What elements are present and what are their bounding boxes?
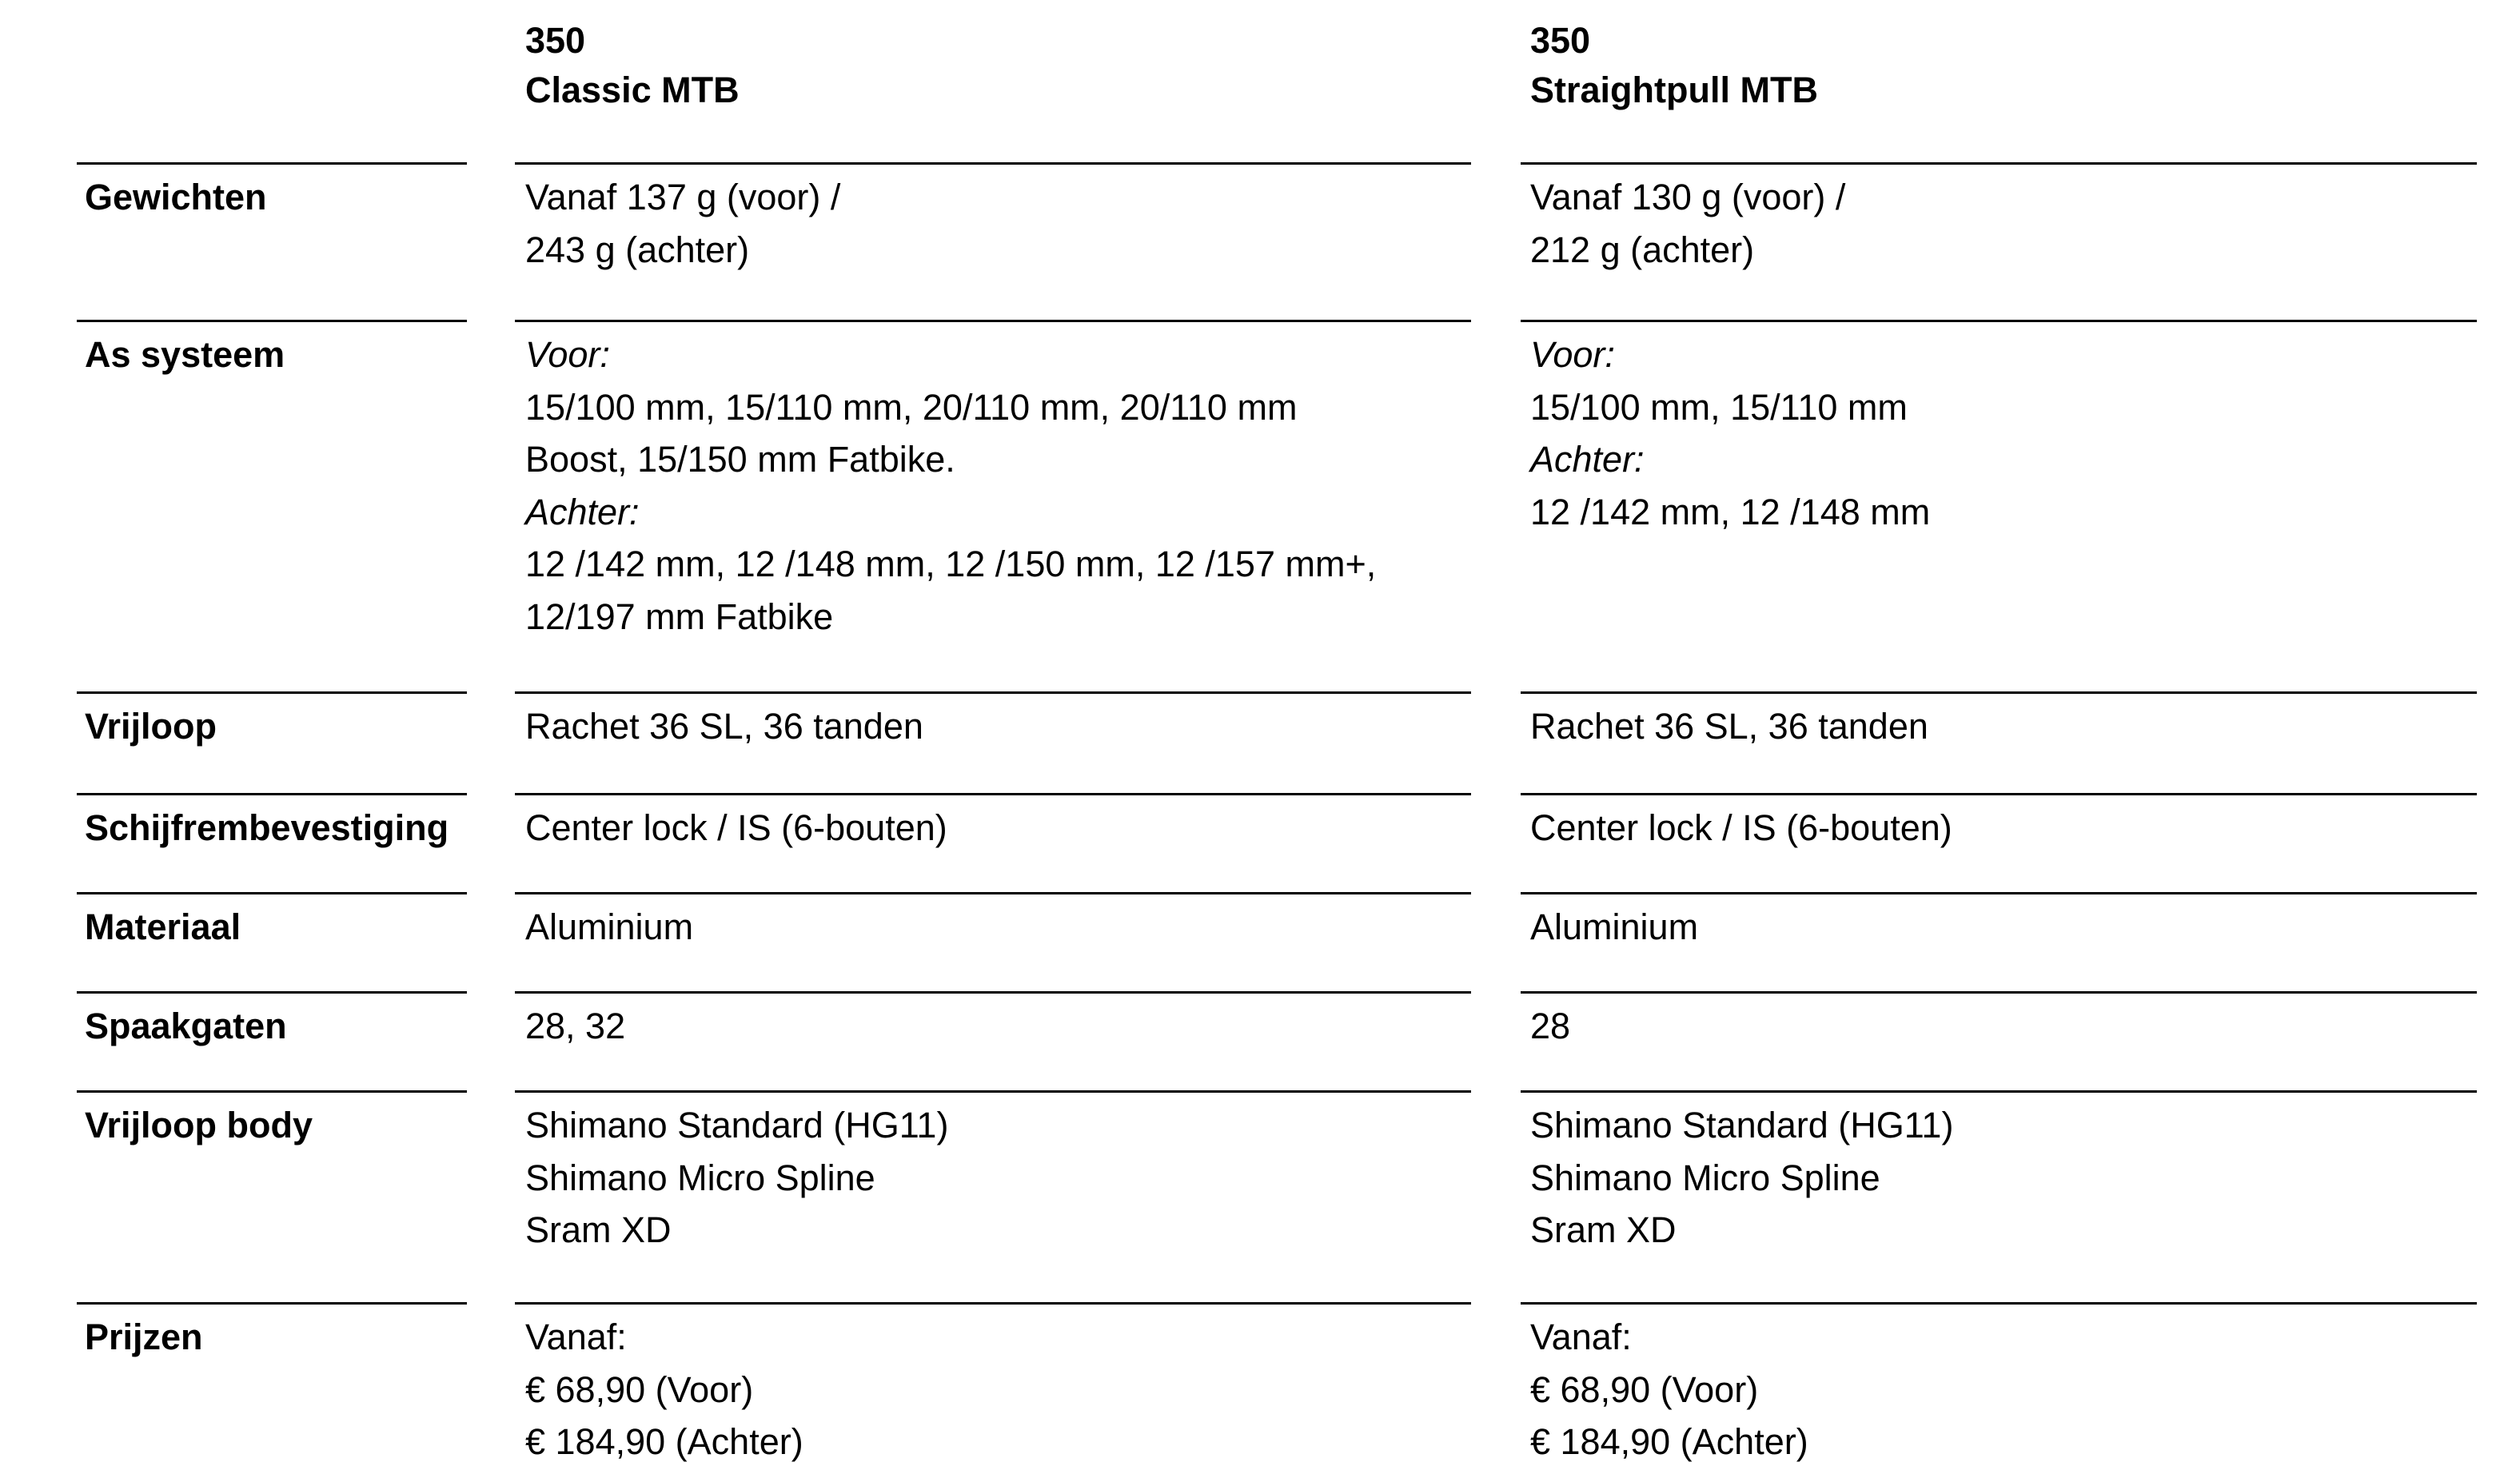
spec-value-line: Vanaf 137 g (voor) / <box>525 177 841 217</box>
spec-value-line: 243 g (achter) <box>525 229 750 270</box>
spec-value-cell <box>525 802 947 855</box>
spec-value-cell <box>1530 1311 1808 1468</box>
row-divider <box>515 1090 1471 1093</box>
row-divider <box>1521 991 2477 994</box>
spec-value-line: Vanaf: <box>1530 1317 1632 1357</box>
row-divider <box>1521 691 2477 694</box>
row-divider <box>1521 320 2477 322</box>
spec-value-line: Sram XD <box>1530 1209 1677 1250</box>
spec-value-line: Shimano Micro Spline <box>525 1157 875 1198</box>
spec-value-line: € 184,90 (Achter) <box>1530 1421 1808 1462</box>
row-divider <box>515 1302 1471 1305</box>
row-divider <box>515 162 1471 165</box>
row-divider <box>77 320 467 322</box>
spec-value-line: 28 <box>1530 1006 1571 1046</box>
spec-value-line: Vanaf: <box>525 1317 627 1357</box>
spec-value-cell <box>525 1311 803 1468</box>
spec-value-line: Boost, 15/150 mm Fatbike. <box>525 439 955 480</box>
spec-value-line: Vanaf 130 g (voor) / <box>1530 177 1846 217</box>
spec-value-cell <box>1530 1099 1953 1257</box>
spec-label: Vrijloop body <box>85 1105 313 1145</box>
row-divider <box>77 991 467 994</box>
row-divider <box>1521 1302 2477 1305</box>
spec-value-line: Shimano Standard (HG11) <box>1530 1105 1954 1145</box>
row-divider <box>1521 793 2477 795</box>
spec-label: Materiaal <box>85 906 241 947</box>
row-divider <box>515 691 1471 694</box>
row-divider <box>1521 892 2477 894</box>
spec-value-line: 15/100 mm, 15/110 mm, 20/110 mm, 20/110 mm <box>525 386 1298 428</box>
spec-value-line: Center lock / IS (6-bouten) <box>525 807 947 848</box>
spec-value-cell <box>1530 1000 1570 1053</box>
spec-value-cell <box>525 901 693 954</box>
spec-value-cell <box>525 1000 625 1053</box>
row-divider <box>77 892 467 894</box>
row-divider <box>77 691 467 694</box>
spec-value-line: Achter: <box>1530 439 1645 480</box>
column-header-variant: Straightpull MTB <box>1530 70 1818 110</box>
spec-value-line: 12 /142 mm, 12 /148 mm <box>1530 491 1931 532</box>
spec-label: Schijfrembevestiging <box>85 807 449 848</box>
row-divider <box>77 793 467 795</box>
spec-value-cell <box>1530 171 1845 276</box>
spec-value-line: Voor: <box>1530 334 1615 375</box>
spec-value-line: Shimano Standard (HG11) <box>525 1105 949 1145</box>
spec-value-line: Rachet 36 SL, 36 tanden <box>525 706 923 747</box>
row-divider <box>515 793 1471 795</box>
spec-value-cell <box>525 700 923 753</box>
row-divider <box>515 991 1471 994</box>
spec-value-cell <box>1530 700 1928 753</box>
row-divider <box>77 1302 467 1305</box>
row-divider <box>515 892 1471 894</box>
column-header-variant: Classic MTB <box>525 70 740 110</box>
spec-value-line: Shimano Micro Spline <box>1530 1157 1880 1198</box>
column-header-model: 350 <box>1530 20 1591 61</box>
spec-value-line: Aluminium <box>1530 906 1699 947</box>
spec-value-cell <box>1530 802 1952 855</box>
spec-value-line: € 68,90 (Voor) <box>1530 1368 1759 1410</box>
spec-value-line: 12 /142 mm, 12 /148 mm, 12 /150 mm, 12 /157 mm+, <box>525 544 1377 584</box>
spec-value-cell <box>1530 901 1698 954</box>
spec-value-line: 15/100 mm, 15/110 mm <box>1530 386 1908 428</box>
spec-label: Vrijloop <box>85 706 217 747</box>
row-divider <box>515 320 1471 322</box>
spec-value-line: Achter: <box>525 491 640 532</box>
spec-value-cell <box>525 1099 948 1257</box>
row-divider <box>1521 162 2477 165</box>
spec-value-line: 212 g (achter) <box>1530 229 1755 270</box>
spec-value-line: € 68,90 (Voor) <box>525 1368 754 1410</box>
spec-value-line: Center lock / IS (6-bouten) <box>1530 807 1952 848</box>
spec-value-line: Rachet 36 SL, 36 tanden <box>1530 706 1928 747</box>
spec-value-cell <box>525 171 840 276</box>
row-divider <box>77 162 467 165</box>
spec-value-cell <box>1530 329 1930 538</box>
row-divider <box>77 1090 467 1093</box>
row-divider <box>1521 1090 2477 1093</box>
spec-value-line: € 184,90 (Achter) <box>525 1421 803 1462</box>
spec-value-line: Sram XD <box>525 1209 672 1250</box>
spec-value-line: 12/197 mm Fatbike <box>525 596 834 637</box>
column-header-model: 350 <box>525 20 586 61</box>
spec-label: Prijzen <box>85 1317 203 1357</box>
spec-label: As systeem <box>85 334 285 375</box>
spec-value-line: Voor: <box>525 334 610 375</box>
spec-label: Gewichten <box>85 177 267 217</box>
spec-value-cell <box>525 329 1376 643</box>
spec-label: Spaakgaten <box>85 1006 287 1046</box>
spec-value-line: Aluminium <box>525 906 694 947</box>
spec-value-line: 28, 32 <box>525 1006 626 1046</box>
